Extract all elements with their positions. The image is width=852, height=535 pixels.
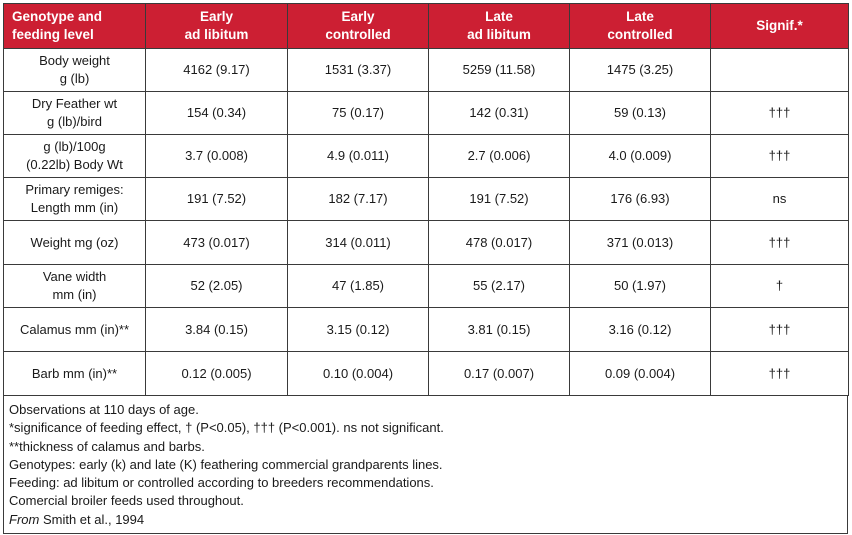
cell-late-controlled: 59 (0.13)	[570, 92, 711, 135]
cell-early-controlled: 4.9 (0.011)	[288, 135, 429, 178]
cell-late-adlib: 2.7 (0.006)	[429, 135, 570, 178]
row-label-line2: (0.22lb) Body Wt	[26, 157, 123, 172]
table-row	[4, 135, 849, 178]
header-col1-line2: ad libitum	[184, 27, 249, 42]
row-label: Barb mm (in)**	[4, 352, 146, 396]
cell-early-controlled: 314 (0.011)	[288, 221, 429, 265]
row-label: Calamus mm (in)**	[4, 308, 146, 352]
cell-signif	[711, 49, 849, 92]
cell-early-controlled: 1531 (3.37)	[288, 49, 429, 92]
header-row	[4, 4, 849, 49]
cell-early-controlled: 3.15 (0.12)	[288, 308, 429, 352]
header-col3-line1: Late	[485, 9, 513, 24]
cell-signif: †††	[711, 221, 849, 265]
row-label	[4, 265, 146, 308]
header-col3-line2: ad libitum	[467, 27, 531, 42]
row-label-line2: Length mm (in)	[30, 200, 119, 215]
footnote-observations: Observations at 110 days of age.	[9, 402, 199, 417]
header-col2-line1: Early	[341, 9, 375, 24]
cell-early-adlib: 191 (7.52)	[146, 178, 288, 221]
header-col1-line1: Early	[199, 9, 234, 24]
row-label-line2: g (lb)	[59, 71, 90, 86]
cell-signif: †††	[711, 352, 849, 396]
cell-early-controlled: 47 (1.85)	[288, 265, 429, 308]
cell-late-controlled: 4.0 (0.009)	[570, 135, 711, 178]
row-label-line1: Primary remiges:	[25, 182, 124, 197]
cell-early-adlib: 52 (2.05)	[146, 265, 288, 308]
header-genotype-line1: Genotype and	[12, 9, 103, 24]
row-label	[4, 135, 146, 178]
row-label-line1: Dry Feather wt	[31, 96, 118, 111]
cell-late-adlib: 0.17 (0.007)	[429, 352, 570, 396]
table-footnotes	[3, 396, 848, 534]
footnote-feeding: Feeding: ad libitum or controlled according to breeders recommendations.	[9, 475, 434, 491]
cell-late-controlled: 3.16 (0.12)	[570, 308, 711, 352]
footnote-source	[9, 511, 842, 529]
cell-late-adlib: 5259 (11.58)	[429, 49, 570, 92]
cell-late-adlib: 3.81 (0.15)	[429, 308, 570, 352]
header-genotype-line2: feeding level	[12, 27, 94, 42]
cell-signif: †††	[711, 308, 849, 352]
header-genotype	[4, 4, 146, 49]
table-row	[4, 352, 849, 396]
header-col2-line2: controlled	[325, 27, 391, 42]
cell-late-controlled: 371 (0.013)	[570, 221, 711, 265]
row-label-line2: mm (in)	[52, 287, 97, 302]
row-label-line1: g (lb)/100g	[43, 139, 106, 154]
cell-early-controlled: 75 (0.17)	[288, 92, 429, 135]
cell-signif: †	[711, 265, 849, 308]
cell-early-adlib: 154 (0.34)	[146, 92, 288, 135]
row-label: Weight mg (oz)	[4, 221, 146, 265]
cell-early-adlib: 473 (0.017)	[146, 221, 288, 265]
table-row	[4, 265, 849, 308]
footnote-feeds: Comercial broiler feeds used throughout.	[9, 493, 244, 509]
header-late-controlled	[570, 4, 711, 49]
table-row	[4, 49, 849, 92]
header-early-controlled	[288, 4, 429, 49]
header-signif: Signif.*	[711, 4, 849, 49]
cell-early-adlib: 3.84 (0.15)	[146, 308, 288, 352]
cell-early-adlib: 3.7 (0.008)	[146, 135, 288, 178]
cell-early-controlled: 182 (7.17)	[288, 178, 429, 221]
header-early-adlib	[146, 4, 288, 49]
cell-signif: ns	[711, 178, 849, 221]
row-label-line1: Body weight	[39, 53, 110, 68]
footnote-thickness: **thickness of calamus and barbs.	[9, 438, 205, 454]
cell-early-controlled: 0.10 (0.004)	[288, 352, 429, 396]
row-label	[4, 92, 146, 135]
cell-signif: †††	[711, 135, 849, 178]
header-late-adlib	[429, 4, 570, 49]
footnote-significance: *significance of feeding effect, † (P<0.05), ††† (P<0.001). ns not significant.	[9, 420, 444, 436]
row-label	[4, 178, 146, 221]
cell-early-adlib: 4162 (9.17)	[146, 49, 288, 92]
cell-signif: †††	[711, 92, 849, 135]
table-row	[4, 221, 849, 265]
table-row	[4, 308, 849, 352]
footnote-genotypes: Genotypes: early (k) and late (K) feathering commercial grandparents lines.	[9, 456, 443, 472]
row-label-line1: Vane width	[42, 269, 107, 284]
data-table	[3, 3, 849, 396]
cell-late-adlib: 478 (0.017)	[429, 221, 570, 265]
feather-table-container	[3, 3, 849, 534]
row-label	[4, 49, 146, 92]
table-row	[4, 178, 849, 221]
table-row	[4, 92, 849, 135]
cell-late-adlib: 55 (2.17)	[429, 265, 570, 308]
cell-late-controlled: 0.09 (0.004)	[570, 352, 711, 396]
cell-late-controlled: 50 (1.97)	[570, 265, 711, 308]
row-label-line2: g (lb)/bird	[47, 114, 102, 129]
cell-late-controlled: 1475 (3.25)	[570, 49, 711, 92]
cell-early-adlib: 0.12 (0.005)	[146, 352, 288, 396]
source-prefix: From	[9, 511, 40, 527]
cell-late-adlib: 191 (7.52)	[429, 178, 570, 221]
cell-late-adlib: 142 (0.31)	[429, 92, 570, 135]
source-citation: Smith et al., 1994	[39, 511, 145, 527]
cell-late-controlled: 176 (6.93)	[570, 178, 711, 221]
header-col4-line2: controlled	[607, 27, 673, 42]
header-col4-line1: Late	[626, 9, 654, 24]
